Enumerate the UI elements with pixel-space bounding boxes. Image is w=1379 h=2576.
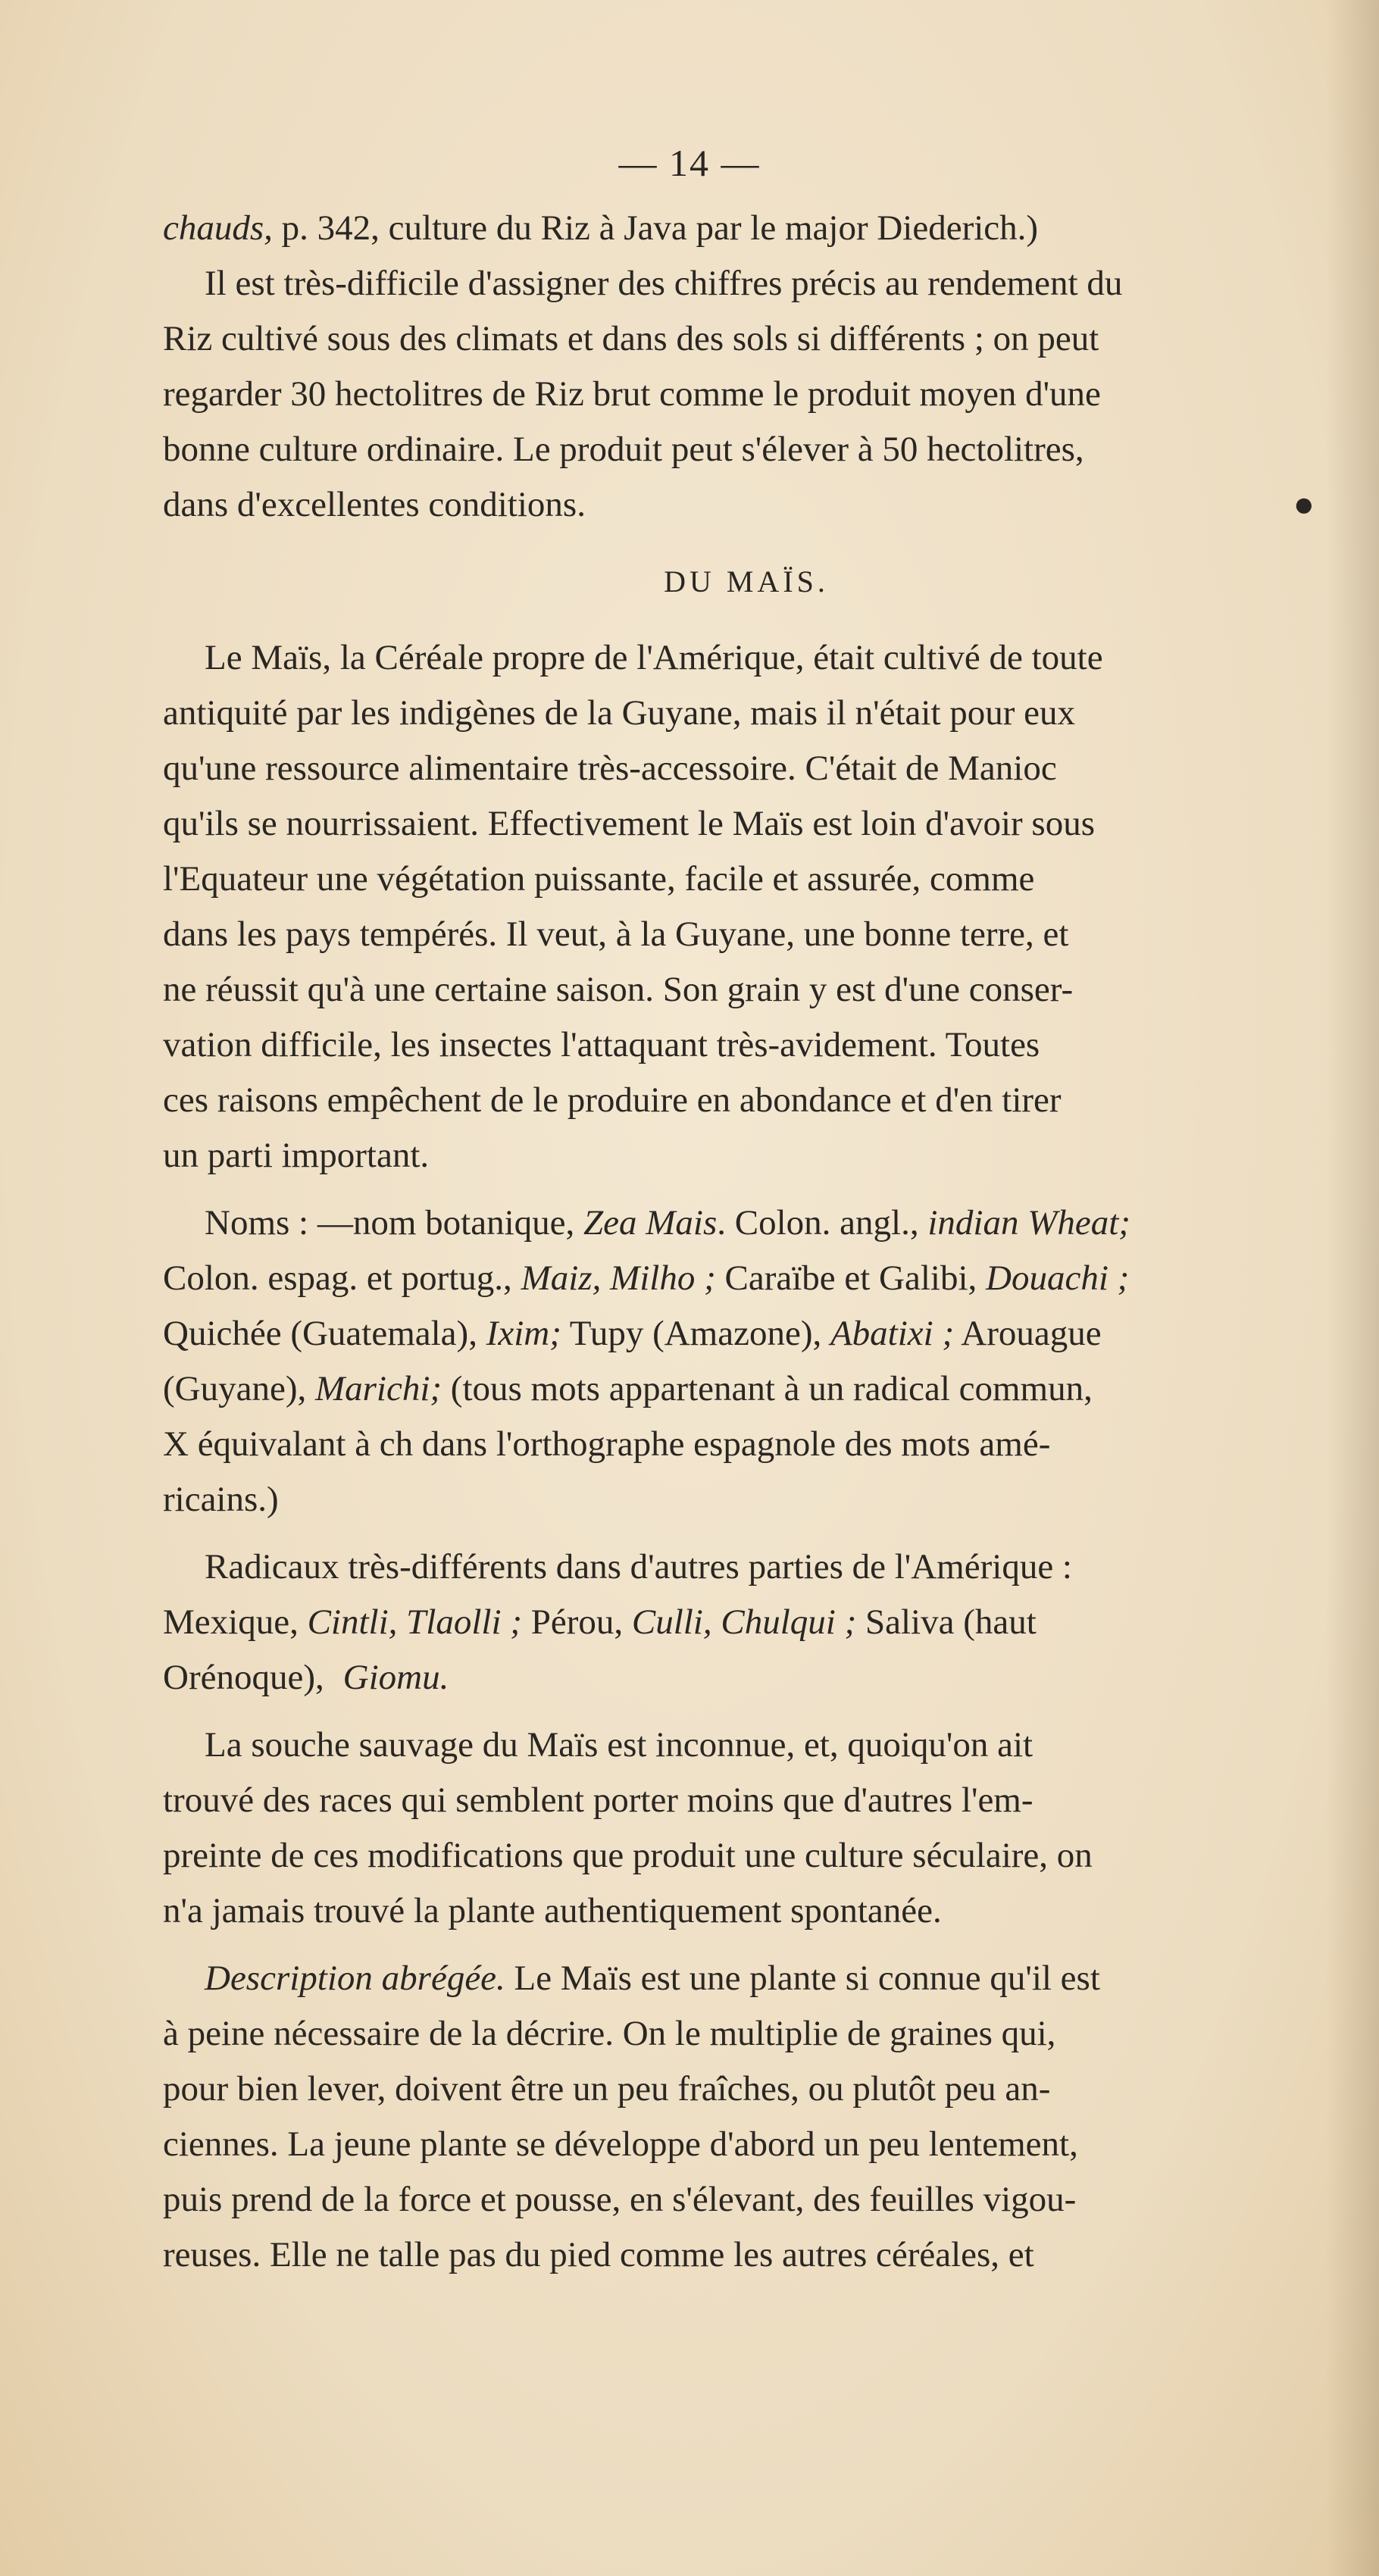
text-line: ricains.): [163, 1480, 279, 1519]
paragraph-gap: [163, 1527, 1330, 1540]
italic-name: Marichi;: [314, 1369, 442, 1408]
section-heading: DU MAÏS.: [664, 564, 829, 599]
italic-name: Giomu.: [342, 1658, 449, 1697]
page-number: — 14 —: [618, 142, 761, 184]
text-line: pour bien lever, doivent être un peu fraîches, ou plutôt peu an-: [163, 2069, 1051, 2109]
text-line: dans les pays tempérés. Il veut, à la Guyane, une bonne terre, et: [163, 914, 1069, 954]
text-line: [163, 367, 1330, 422]
text-line: preinte de ces modifications que produit une culture séculaire, on: [163, 1836, 1093, 1875]
text-line: [163, 477, 1330, 533]
italic-word: chauds,: [163, 208, 273, 248]
text-line: puis prend de la force et pousse, en s'élevant, des feuilles vigou-: [163, 2180, 1077, 2219]
italic-name: Abatixi ;: [830, 1314, 955, 1353]
text-line: Colon. espag. et portug., Maiz, Milho ; Caraïbe et Galibi, Douachi ;: [163, 1258, 1130, 1298]
italic-name: Zea Mais: [583, 1203, 718, 1243]
text-line: antiquité par les indigènes de la Guyane, mais il n'était pour eux: [163, 693, 1076, 733]
page-edge-shadow: [1326, 0, 1379, 2576]
text-line: un parti important.: [163, 1136, 430, 1175]
paragraph-gap: [163, 1939, 1330, 1951]
italic-name: Maiz, Milho ;: [521, 1258, 716, 1298]
text-block: [163, 201, 1330, 2283]
text-line: reuses. Elle ne talle pas du pied comme les autres céréales, et: [163, 2235, 1034, 2274]
text-line: qu'une ressource alimentaire très-accessoire. C'était de Manioc: [163, 749, 1057, 788]
text-line: Radicaux très-différents dans d'autres parties de l'Amérique :: [205, 1547, 1072, 1587]
text-line: Orénoque), Giomu.: [163, 1658, 449, 1697]
text-line: La souche sauvage du Maïs est inconnue, et, quoiqu'on ait: [205, 1725, 1033, 1765]
italic-heading: Description abrégée.: [205, 1959, 505, 1998]
italic-name: Douachi ;: [986, 1258, 1130, 1298]
text-line: ne réussit qu'à une certaine saison. Son grain y est d'une conser-: [163, 970, 1074, 1009]
text-line: Le Maïs, la Céréale propre de l'Amérique, était cultivé de toute: [205, 638, 1103, 677]
text-line: vation difficile, les insectes l'attaquant très-avidement. Toutes: [163, 1025, 1040, 1064]
text-line: Description abrégée. Le Maïs est une plante si connue qu'il est: [205, 1959, 1100, 1998]
text-line: X équivalant à ch dans l'orthographe espagnole des mots amé-: [163, 1424, 1051, 1464]
text-line: ciennes. La jeune plante se développe d'abord un peu lentement,: [163, 2124, 1078, 2164]
text-line: qu'ils se nourrissaient. Effectivement le Maïs est loin d'avoir sous: [163, 804, 1096, 843]
italic-name: Ixim;: [486, 1314, 561, 1353]
text-line-content: Riz cultivé sous des climats et dans des sols si différents ; on peut: [163, 319, 1099, 358]
text-line: [163, 422, 1330, 477]
text-line: Quichée (Guatemala), Ixim; Tupy (Amazone), Abatixi ; Arouague: [163, 1314, 1102, 1353]
paragraph-gap: [163, 1183, 1330, 1196]
text-line: trouvé des races qui semblent porter moins que d'autres l'em-: [163, 1780, 1033, 1820]
text-line: Mexique, Cintli, Tlaolli ; Pérou, Culli, Chulqui ; Saliva (haut: [163, 1602, 1037, 1642]
text-line: à peine nécessaire de la décrire. On le multiplie de graines qui,: [163, 2014, 1056, 2053]
text-line: n'a jamais trouvé la plante authentiquement spontanée.: [163, 1891, 942, 1930]
text-line: l'Equateur une végétation puissante, facile et assurée, comme: [163, 859, 1035, 899]
text-line: Noms : —nom botanique, Zea Mais. Colon. angl., indian Wheat;: [205, 1203, 1130, 1243]
text-line-content: Il est très-difficile d'assigner des chiffres précis au rendement du: [205, 264, 1123, 303]
text-line: [163, 256, 1330, 311]
text-line-content: bonne culture ordinaire. Le produit peut s'élever à 50 hectolitres,: [163, 430, 1084, 469]
italic-name: Culli, Chulqui ;: [631, 1602, 857, 1642]
text-line: ces raisons empêchent de le produire en abondance et d'en tirer: [163, 1080, 1062, 1120]
text-line: [163, 311, 1330, 367]
text-line-content: chauds, p. 342, culture du Riz à Java par le major Diederich.): [163, 208, 1039, 248]
text-line-content: dans d'excellentes conditions.: [163, 485, 586, 524]
paragraph-gap: [163, 1705, 1330, 1718]
italic-name: Cintli, Tlaolli ;: [307, 1602, 522, 1642]
text-line: [163, 201, 1330, 256]
italic-name: indian Wheat;: [927, 1203, 1130, 1243]
text-line: (Guyane), Marichi; (tous mots appartenant à un radical commun,: [163, 1369, 1093, 1408]
bullet-mark: ●: [1293, 485, 1315, 524]
text-line-content: regarder 30 hectolitres de Riz brut comme le produit moyen d'une: [163, 374, 1101, 414]
